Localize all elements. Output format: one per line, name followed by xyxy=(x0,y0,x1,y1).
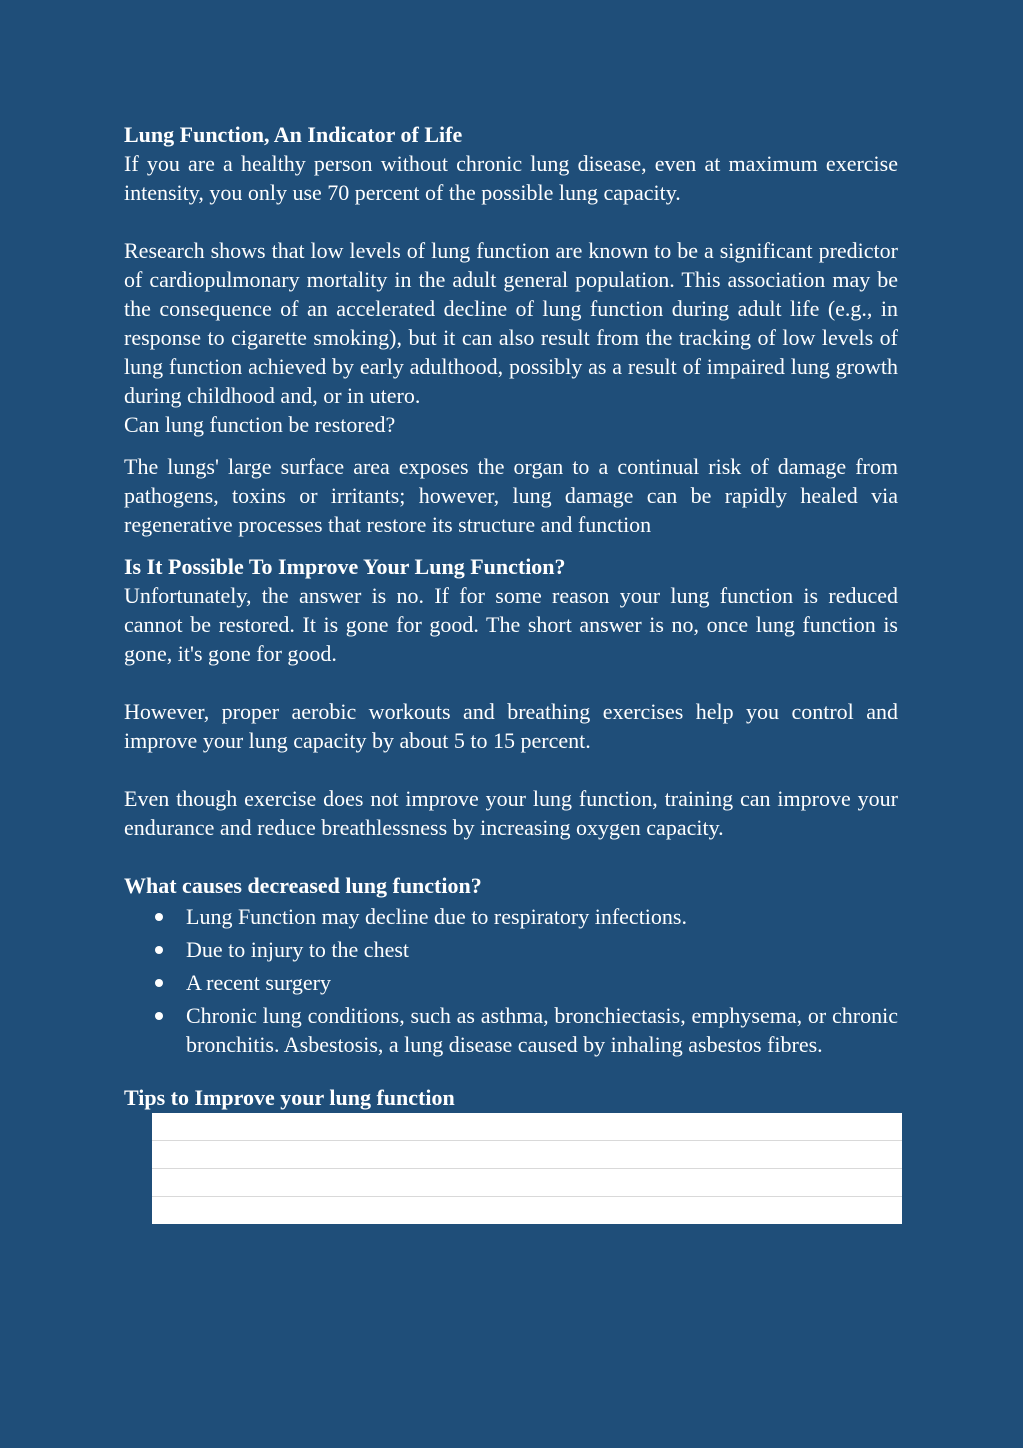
table-cell xyxy=(152,1141,902,1169)
paragraph-lung-capacity: If you are a healthy person without chronic lung disease, even at maximum exercise intensity, you only use 70 percent of the possible lung capacity. xyxy=(124,151,898,205)
bullet-icon xyxy=(155,979,163,987)
list-item xyxy=(186,968,898,997)
list-item xyxy=(186,902,898,931)
list-item-text: Due to injury to the chest xyxy=(186,937,410,962)
paragraph-regeneration: The lungs' large surface area exposes the organ to a continual risk of damage from pathogens, toxins or irritants; however, lung damage can be rapidly healed via regenerative processes that restore its structure and function xyxy=(124,454,898,537)
table-cell xyxy=(152,1197,902,1225)
heading-decreased-lung-function: What causes decreased lung function? xyxy=(124,873,482,898)
list-item-text: Chronic lung conditions, such as asthma, bronchiectasis, emphysema, or chronic bronchitis. Asbestosis, a lung disease caused by inhaling asbestos fibres. xyxy=(186,1003,898,1057)
table-row xyxy=(152,1197,902,1225)
heading-lung-function-indicator: Lung Function, An Indicator of Life xyxy=(124,122,463,147)
table-row xyxy=(152,1113,902,1141)
paragraph-restored-question: Can lung function be restored? xyxy=(124,412,396,437)
list-item xyxy=(186,935,898,964)
paragraph-aerobic-workouts: However, proper aerobic workouts and breathing exercises help you control and improve your lung capacity by about 5 to 15 percent. xyxy=(124,699,898,753)
list-item-text: Lung Function may decline due to respiratory infections. xyxy=(186,904,687,929)
causes-list xyxy=(124,902,898,1059)
bullet-icon xyxy=(155,946,163,954)
table-row xyxy=(152,1141,902,1169)
bullet-icon xyxy=(155,1012,163,1020)
table-row xyxy=(152,1169,902,1197)
paragraph-research: Research shows that low levels of lung function are known to be a significant predictor of cardiopulmonary mortality in the adult general population. This association may be the consequence of an accelerated decline of lung function during adult life (e.g., in response to cigarette smoking), but it can also result from the tracking of low levels of lung function achieved by early adulthood, possibly as a result of impaired lung growth during childhood and, or in utero. xyxy=(124,238,898,408)
heading-improve-lung-function: Is It Possible To Improve Your Lung Function? xyxy=(124,554,566,579)
list-item xyxy=(186,1001,898,1059)
paragraph-answer-no: Unfortunately, the answer is no. If for some reason your lung function is reduced cannot be restored. It is gone for good. The short answer is no, once lung function is gone, it's gone for good. xyxy=(124,583,898,666)
tips-table xyxy=(152,1113,902,1224)
list-item-text: A recent surgery xyxy=(186,970,331,995)
bullet-icon xyxy=(155,913,163,921)
table-cell xyxy=(152,1169,902,1197)
table-cell xyxy=(152,1113,902,1141)
heading-tips: Tips to Improve your lung function xyxy=(124,1085,455,1110)
paragraph-endurance: Even though exercise does not improve your lung function, training can improve your endurance and reduce breathlessness by increasing oxygen capacity. xyxy=(124,786,898,840)
